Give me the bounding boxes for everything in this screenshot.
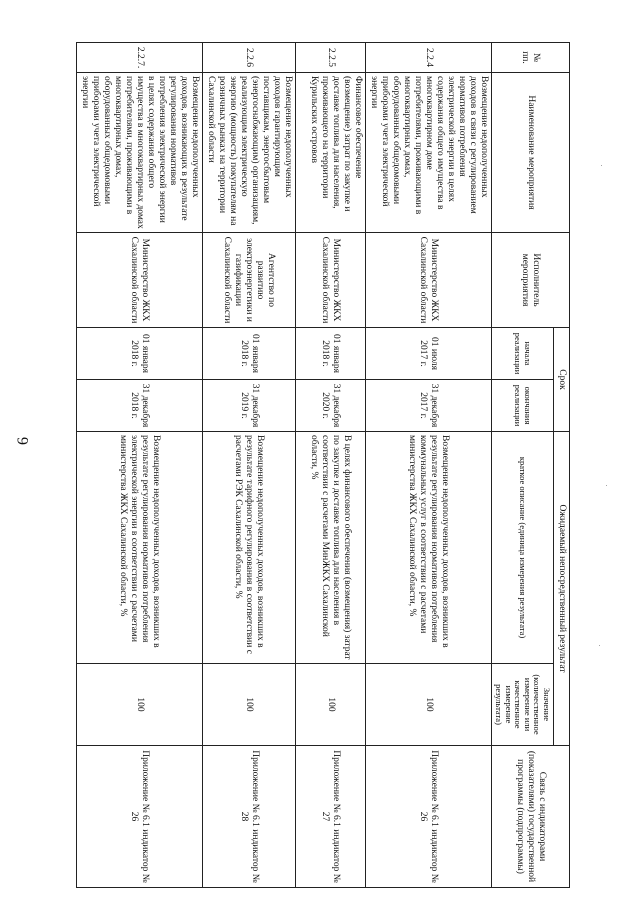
measures-table	[76, 42, 570, 888]
header-end: окончания реализации	[492, 380, 554, 432]
row-name: Возмещение недополученных доходов, возникающих в результате регулирования нормативов потребления электрической энергии в целях содержания общего имущества в многоквартирных домах потребителями, проживающими в многоквартирных домах, оборудованных общедомовыми приборами учета электрической энергии	[77, 73, 203, 233]
row-num: 2.2.7.	[77, 43, 203, 73]
row-executor: Министерство ЖКХ Сахалинской области	[366, 233, 492, 328]
row-link: Приложение № 6.1 индикатор № 28	[203, 746, 296, 888]
row-value: 100	[203, 664, 296, 746]
scan-dot: ·	[600, 160, 603, 170]
row-end: 31 декабря 2020 г.	[296, 380, 366, 432]
table-row	[296, 43, 366, 888]
scan-dot: ·	[605, 480, 608, 490]
header-value: Значение (количественное измерение или качественное измерение результата)	[492, 664, 554, 746]
row-result: Возмещение недополученных доходов, возникших в результате регулирования нормативов потребления электрической энергии в соответствии с расчетами министерства ЖКХ Сахалинской области, %	[77, 432, 203, 664]
header-executor: Исполнитель мероприятия	[492, 233, 570, 328]
row-start: 01 января 2018 г.	[77, 328, 203, 380]
row-result: В целях финансового обеспечения (возмещения) затрат по закупке и доставке топлива для населения в соответствии с расчетами МинЖКХ Сахалинской области, %	[296, 432, 366, 664]
row-num: 2.2.6	[203, 43, 296, 73]
table-row	[203, 43, 296, 888]
row-name: Возмещение недополученных доходов в связи с регулированием нормативов потребления электрической энергии в целях содержания общего имущества в многоквартирном доме потребителями, проживающими в многоквартирных домах, оборудованных общедомовыми приборами учета электрической энергии	[366, 73, 492, 233]
row-end: 31 декабря 2017 г.	[366, 380, 492, 432]
header-row	[554, 43, 570, 888]
row-link: Приложение № 6.1 индикатор № 26	[366, 746, 492, 888]
row-end: 31 декабря 2018 г.	[77, 380, 203, 432]
row-value: 100	[296, 664, 366, 746]
row-start: 01 января 2018 г.	[296, 328, 366, 380]
header-desc: краткое описание (единица измерения результата)	[492, 432, 554, 664]
row-link: Приложение № 6.1 индикатор № 26	[77, 746, 203, 888]
header-expected: Ожидаемый непосредственный результат	[554, 432, 570, 746]
rotated-page	[76, 42, 570, 888]
page-number: 6	[15, 437, 32, 445]
row-result: Возмещение недополученных доходов, возникших в результате регулирования нормативов потребления коммунальных услуг в соответствии с расчетами министерства ЖКХ Сахалинской области, %	[366, 432, 492, 664]
row-num: 2.2.4	[366, 43, 492, 73]
row-start: 01 июля 2017 г.	[366, 328, 492, 380]
row-name: Возмещение недополученных доходов гарантирующим поставщикам, энергосбытовым (энергоснабжающим) организациям, реализующим электрическую энергию (мощность) покупателям на розничных рынках на территории Сахалинской области	[203, 73, 296, 233]
row-executor: Агентство по развитию электроэнергетики и газификации Сахалинской области	[203, 233, 296, 328]
row-link: Приложение № 6.1 индикатор № 27	[296, 746, 366, 888]
header-name: Наименование мероприятия	[492, 73, 570, 233]
scan-dot: ·	[598, 640, 601, 650]
header-term: Срок	[554, 328, 570, 432]
row-start: 01 января 2018 г.	[203, 328, 296, 380]
table-row	[366, 43, 492, 888]
row-end: 31 декабря 2019 г.	[203, 380, 296, 432]
header-start: начала реализации	[492, 328, 554, 380]
header-num: № пп.	[492, 43, 570, 73]
row-value: 100	[366, 664, 492, 746]
header-link: Связь с индикаторами (показателями) государственной программы (подпрограммы)	[492, 746, 570, 888]
row-num: 2.2.5	[296, 43, 366, 73]
row-executor: Министерство ЖКХ Сахалинской области	[77, 233, 203, 328]
row-executor: Министерство ЖКХ Сахалинской области	[296, 233, 366, 328]
table-row	[77, 43, 203, 888]
row-result: Возмещение недополученных доходов, возникших в результате тарифного регулирования в соответствии с расчетами РЭК Сахалинской области, %	[203, 432, 296, 664]
row-name: Финансовое обеспечение (возмещение) затрат по закупке и доставке топлива для населения, проживающего на территории Курильских островов	[296, 73, 366, 233]
scan-marks	[590, 0, 630, 905]
row-value: 100	[77, 664, 203, 746]
